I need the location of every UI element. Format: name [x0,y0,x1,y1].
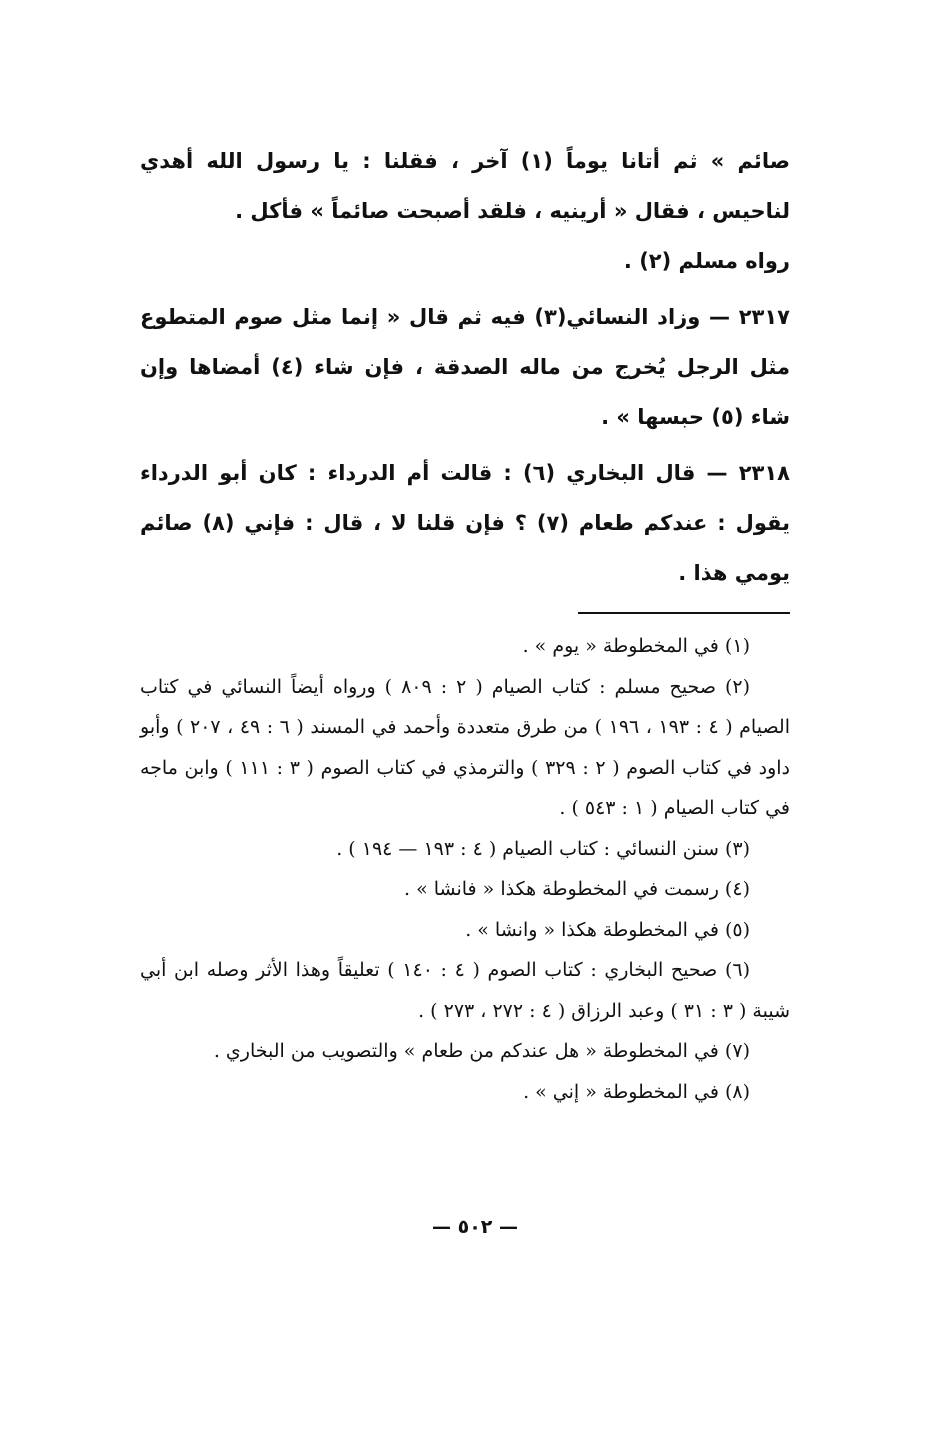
footnotes [140,626,790,1112]
footnote-7: (٧) في المخطوطة « هل عندكم من طعام » والتصويب من البخاري . [213,1040,750,1062]
footnote-5: (٥) في المخطوطة هكذا « وانشا » . [465,918,750,941]
footnote-2: (٢) صحيح مسلم : كتاب الصيام ( ٢ : ٨٠٩ ) ورواه أيضاً النسائي في كتاب الصيام ( ٤ : ١٩٣ ، ١٩٦ ) من طرق متعددة وأحمد في المسند ( ٦ : ٤٩ ، ٢٠٧ ) وأبو داود في كتاب الصوم ( ٢ : ٣٢٩ ) والترمذي في كتاب الصوم ( ٣ : ١١١ ) وابن ماجه في كتاب الصيام ( ١ : ٥٤٣ ) . [140,675,791,819]
footnote-3: (٣) سنن النسائي : كتاب الصيام ( ٤ : ١٩٣ — ١٩٤ ) . [336,837,750,860]
paragraph-hadith-2317: ٢٣١٧ — وزاد النسائي(٣) فيه ثم قال « إنما مثل صوم المتطوع مثل الرجل يُخرج من ماله الصدقة ، فإن شاء (٤) أمضاها وإن شاء (٥) حبسها » . [140,305,790,429]
footnote-8: (٨) في المخطوطة « إني » . [523,1080,750,1103]
main-text [140,136,790,598]
paragraph-narration: رواه مسلم (٢) . [623,249,790,273]
footnote-4: (٤) رسمت في المخطوطة هكذا « فانشا » . [403,878,750,900]
footnote-6: (٦) صحيح البخاري : كتاب الصوم ( ٤ : ١٤٠ ) تعليقاً وهذا الأثر وصله ابن أبي شيبة ( ٣ : ٣١ ) وعبد الرزاق ( ٤ : ٢٧٢ ، ٢٧٣ ) . [140,959,790,1022]
paragraph-continuation: صائم » ثم أتانا يوماً (١) آخر ، فقلنا : يا رسول الله أهدي لناحيس ، فقال « أرينيه ، فلقد أصبحت صائماً » فأكل . [140,149,791,223]
page-number: — ٥٠٢ — [431,1216,519,1238]
footnote-1: (١) في المخطوطة « يوم » . [522,635,750,657]
paragraph-hadith-2318: ٢٣١٨ — قال البخاري (٦) : قالت أم الدرداء : كان أبو الدرداء يقول : عندكم طعام (٧) ؟ فإن قلنا لا ، قال : فإني (٨) صائم يومي هذا . [140,461,790,585]
footnote-divider [578,612,790,614]
